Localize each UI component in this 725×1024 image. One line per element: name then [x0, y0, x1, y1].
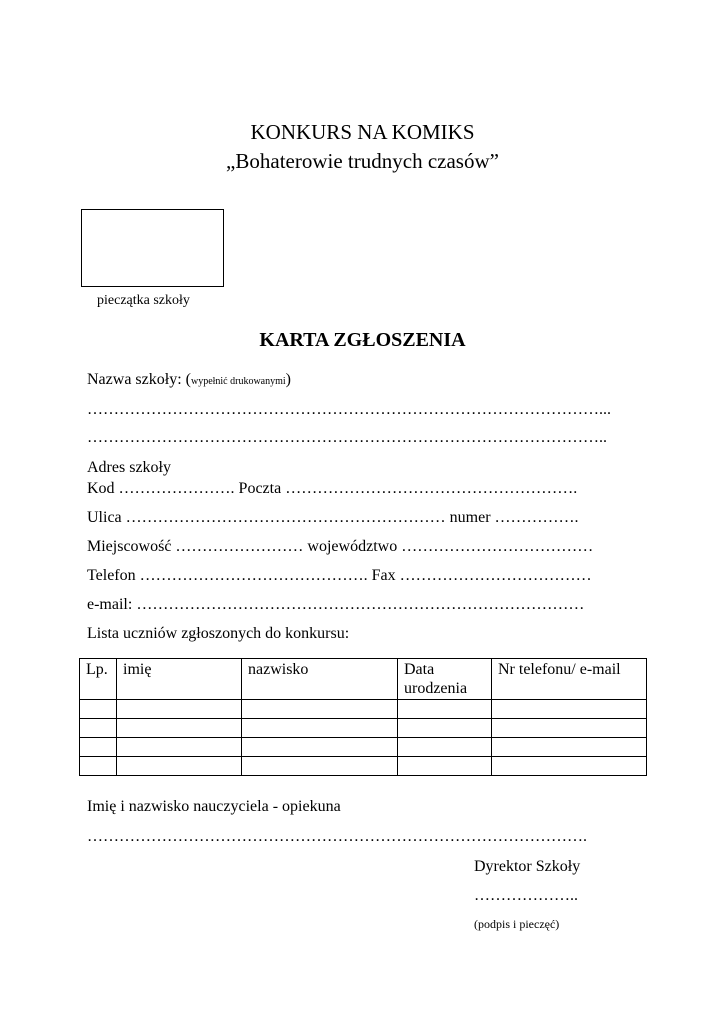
table-cell[interactable]	[242, 700, 398, 719]
col-header-last-name: nazwisko	[242, 659, 398, 700]
table-cell[interactable]	[80, 719, 117, 738]
phone-fax-line[interactable]: Telefon ……………………………………. Fax ………………………………	[87, 567, 592, 584]
table-cell[interactable]	[492, 757, 647, 776]
table-cell[interactable]	[117, 738, 242, 757]
title-line-1: KONKURS NA KOMIKS	[250, 120, 475, 144]
town-region-line[interactable]: Miejscowość …………………… województwo ………………………………	[87, 538, 594, 555]
table-cell[interactable]	[242, 757, 398, 776]
table-cell[interactable]	[242, 719, 398, 738]
table-cell[interactable]	[242, 738, 398, 757]
school-name-hint: wypełnić drukowanymi	[190, 376, 286, 387]
form-heading: KARTA ZGŁOSZENIA	[259, 329, 466, 351]
col-header-contact: Nr telefonu/ e-mail	[492, 659, 647, 700]
table-cell[interactable]	[492, 700, 647, 719]
col-header-number: Lp.	[80, 659, 117, 700]
school-name-label	[87, 370, 291, 392]
col-header-birth-date: Data urodzenia	[398, 659, 492, 700]
school-name-label-text: Nazwa szkoły: (	[87, 371, 191, 388]
table-row	[80, 757, 647, 776]
director-label: Dyrektor Szkoły	[474, 858, 581, 875]
table-cell[interactable]	[80, 738, 117, 757]
title-line-2: „Bohaterowie trudnych czasów”	[226, 149, 499, 173]
table-row	[80, 738, 647, 757]
table-cell[interactable]	[398, 700, 492, 719]
email-line[interactable]: e-mail: …………………………………………………………………………	[87, 596, 585, 613]
table-cell[interactable]	[80, 700, 117, 719]
table-cell[interactable]	[492, 738, 647, 757]
table-cell[interactable]	[80, 757, 117, 776]
school-name-line-1[interactable]: ……………………………………………………………………………………...	[87, 401, 611, 418]
teacher-name-line[interactable]: ………………………………………………………………………………….	[87, 828, 587, 845]
school-name-line-2[interactable]: ……………………………………………………………………………………..	[87, 429, 607, 446]
school-name-label-close: )	[285, 371, 291, 388]
teacher-label: Imię i nazwisko nauczyciela - opiekuna	[87, 798, 341, 815]
table-cell[interactable]	[117, 700, 242, 719]
table-row	[80, 719, 647, 738]
signature-caption: (podpis i pieczęć)	[474, 917, 560, 931]
address-label: Adres szkoły	[87, 459, 171, 476]
stamp-caption: pieczątka szkoły	[97, 293, 190, 308]
table-cell[interactable]	[398, 719, 492, 738]
table-cell[interactable]	[117, 719, 242, 738]
table-row	[80, 700, 647, 719]
table-header-row	[80, 659, 647, 700]
students-list-label: Lista uczniów zgłoszonych do konkursu:	[87, 625, 350, 642]
postcode-city-line[interactable]: Kod …………………. Poczta ……………………………………………….	[87, 480, 578, 497]
signature-line[interactable]: ………………..	[474, 887, 578, 904]
col-header-first-name: imię	[117, 659, 242, 700]
table-cell[interactable]	[117, 757, 242, 776]
table-cell[interactable]	[398, 738, 492, 757]
students-table	[79, 658, 647, 776]
street-number-line[interactable]: Ulica …………………………………………………… numer …………….	[87, 509, 579, 526]
table-cell[interactable]	[398, 757, 492, 776]
table-cell[interactable]	[492, 719, 647, 738]
school-stamp-box	[81, 209, 224, 287]
